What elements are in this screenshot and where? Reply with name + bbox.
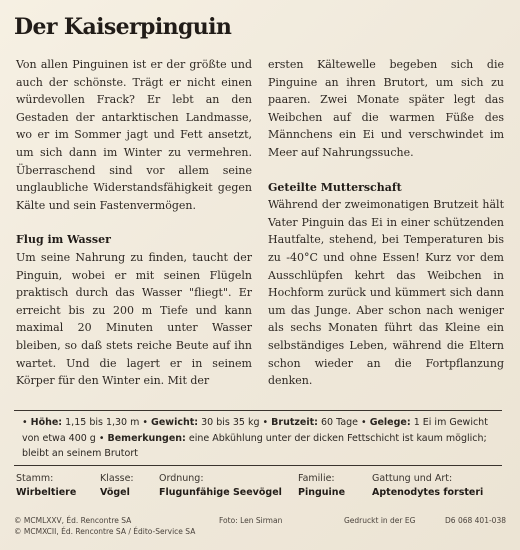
left-column bbox=[16, 56, 252, 390]
taxonomy-value: Pinguine bbox=[298, 486, 346, 498]
gewicht-label: Gewicht: bbox=[151, 417, 199, 428]
gelege-label: Gelege: bbox=[369, 417, 411, 428]
brutzeit-value: 60 Tage bbox=[320, 417, 359, 428]
taxonomy-row bbox=[14, 466, 502, 500]
section-heading-flug: Flug im Wasser bbox=[16, 233, 111, 247]
copyright-line-2: © MCMXCII, Éd. Rencontre SA / Édito-Service SA bbox=[14, 527, 196, 536]
taxonomy-value: Aptenodytes forsteri bbox=[372, 486, 484, 498]
taxonomy-stamm bbox=[16, 472, 100, 500]
taxonomy-label: Gattung und Art: bbox=[372, 472, 453, 484]
bemerkungen-label: Bemerkungen: bbox=[107, 432, 186, 444]
fact-box bbox=[14, 410, 502, 500]
page-title: Der Kaiserpinguin bbox=[14, 14, 232, 40]
taxonomy-gattung bbox=[372, 472, 500, 500]
gewicht-value: 30 bis 35 kg bbox=[201, 417, 260, 428]
brutzeit-label: Brutzeit: bbox=[271, 417, 318, 428]
mutterschaft-paragraph: Während der zweimonatigen Brutzeit hält Vater Pinguin das Ei in einer schützenden Hautfalte, stehend, bei Temperaturen bis zu -40°C und ohne Essen! Kurz vor dem Ausschlüpfen kehrt das Weibchen in Hochform zurück und kümmert sich dann um das Junge. Aber schon nach weniger als sechs Monaten führt das Kleine ein selbständiges Leben, während die Eltern schon wieder an die Fortpflanzung denken. bbox=[268, 198, 504, 388]
print-note: Gedruckt in der EG bbox=[344, 516, 416, 525]
hoehe-value: 1,15 bis 1,30 m bbox=[65, 417, 140, 428]
taxonomy-value: Flugunfähige Seevögel bbox=[159, 486, 282, 498]
continuation-paragraph: ersten Kältewelle begeben sich die Pinguine an ihren Brutort, um sich zu paaren. Zwei Monate später legt das Weibchen auf die warmen Füße des Männchens ein Ei und verschwindet im Meer auf Nahrungssuche. bbox=[268, 58, 504, 159]
copyright-line-1: © MCMLXXV, Éd. Rencontre SA bbox=[14, 516, 132, 525]
taxonomy-ordnung bbox=[159, 472, 298, 500]
taxonomy-familie bbox=[298, 472, 372, 500]
hoehe-label: Höhe: bbox=[30, 417, 63, 428]
taxonomy-label: Ordnung: bbox=[159, 472, 204, 484]
right-column bbox=[268, 56, 504, 390]
taxonomy-value: Vögel bbox=[100, 486, 130, 498]
card-code: D6 068 401-038 bbox=[445, 516, 506, 525]
taxonomy-value: Wirbeltiere bbox=[16, 486, 77, 498]
taxonomy-label: Familie: bbox=[298, 472, 335, 484]
photo-credit: Foto: Len Sirman bbox=[219, 516, 283, 525]
taxonomy-label: Stamm: bbox=[16, 472, 54, 484]
spacer bbox=[16, 214, 252, 231]
flug-paragraph: Um seine Nahrung zu finden, taucht der Pinguin, wobei er mit seinen Flügeln praktisch durch das Wasser "fliegt". Er erreicht bis zu 200 m Tiefe und kann maximal 20 Minuten unter Wasser bleiben, so daß stets reiche Beute auf ihn wartet. Und die lagert er in seinem Körper für den Winter ein. Mit der bbox=[16, 250, 252, 388]
bemerkungen-value: eine Abkühlung unter der dicken Fettschicht ist kaum möglich; bleibt an seinem Brutort bbox=[22, 432, 487, 459]
section-heading-mutterschaft: Geteilte Mutterschaft bbox=[268, 180, 402, 194]
spacer bbox=[268, 162, 504, 179]
taxonomy-label: Klasse: bbox=[100, 472, 134, 484]
facts-panel: • Höhe: 1,15 bis 1,30 m • Gewicht: 30 bis 35 kg • Brutzeit: 60 Tage • Gelege: 1 Ei im Gewicht von etwa 400 g • Bemerkungen: eine Abkühlung unter der dicken Fettschicht ist kaum möglich; bleibt an seinem Brutort bbox=[14, 410, 502, 466]
intro-paragraph: Von allen Pinguinen ist er der größte und auch der schönste. Trägt er nicht einen würdevollen Frack? Er lebt an den Gestaden der antarktischen Landmasse, wo er im Sommer jagt und Fett ansetzt, um sich dann im Winter zu vermehren. Überraschend sind vor allem seine unglaubliche Widerstandsfähigkeit gegen Kälte und sein Fastenvermögen. bbox=[16, 58, 252, 212]
taxonomy-klasse bbox=[100, 472, 159, 500]
gelege-value: 1 Ei im Gewicht von etwa 400 g bbox=[22, 417, 488, 444]
